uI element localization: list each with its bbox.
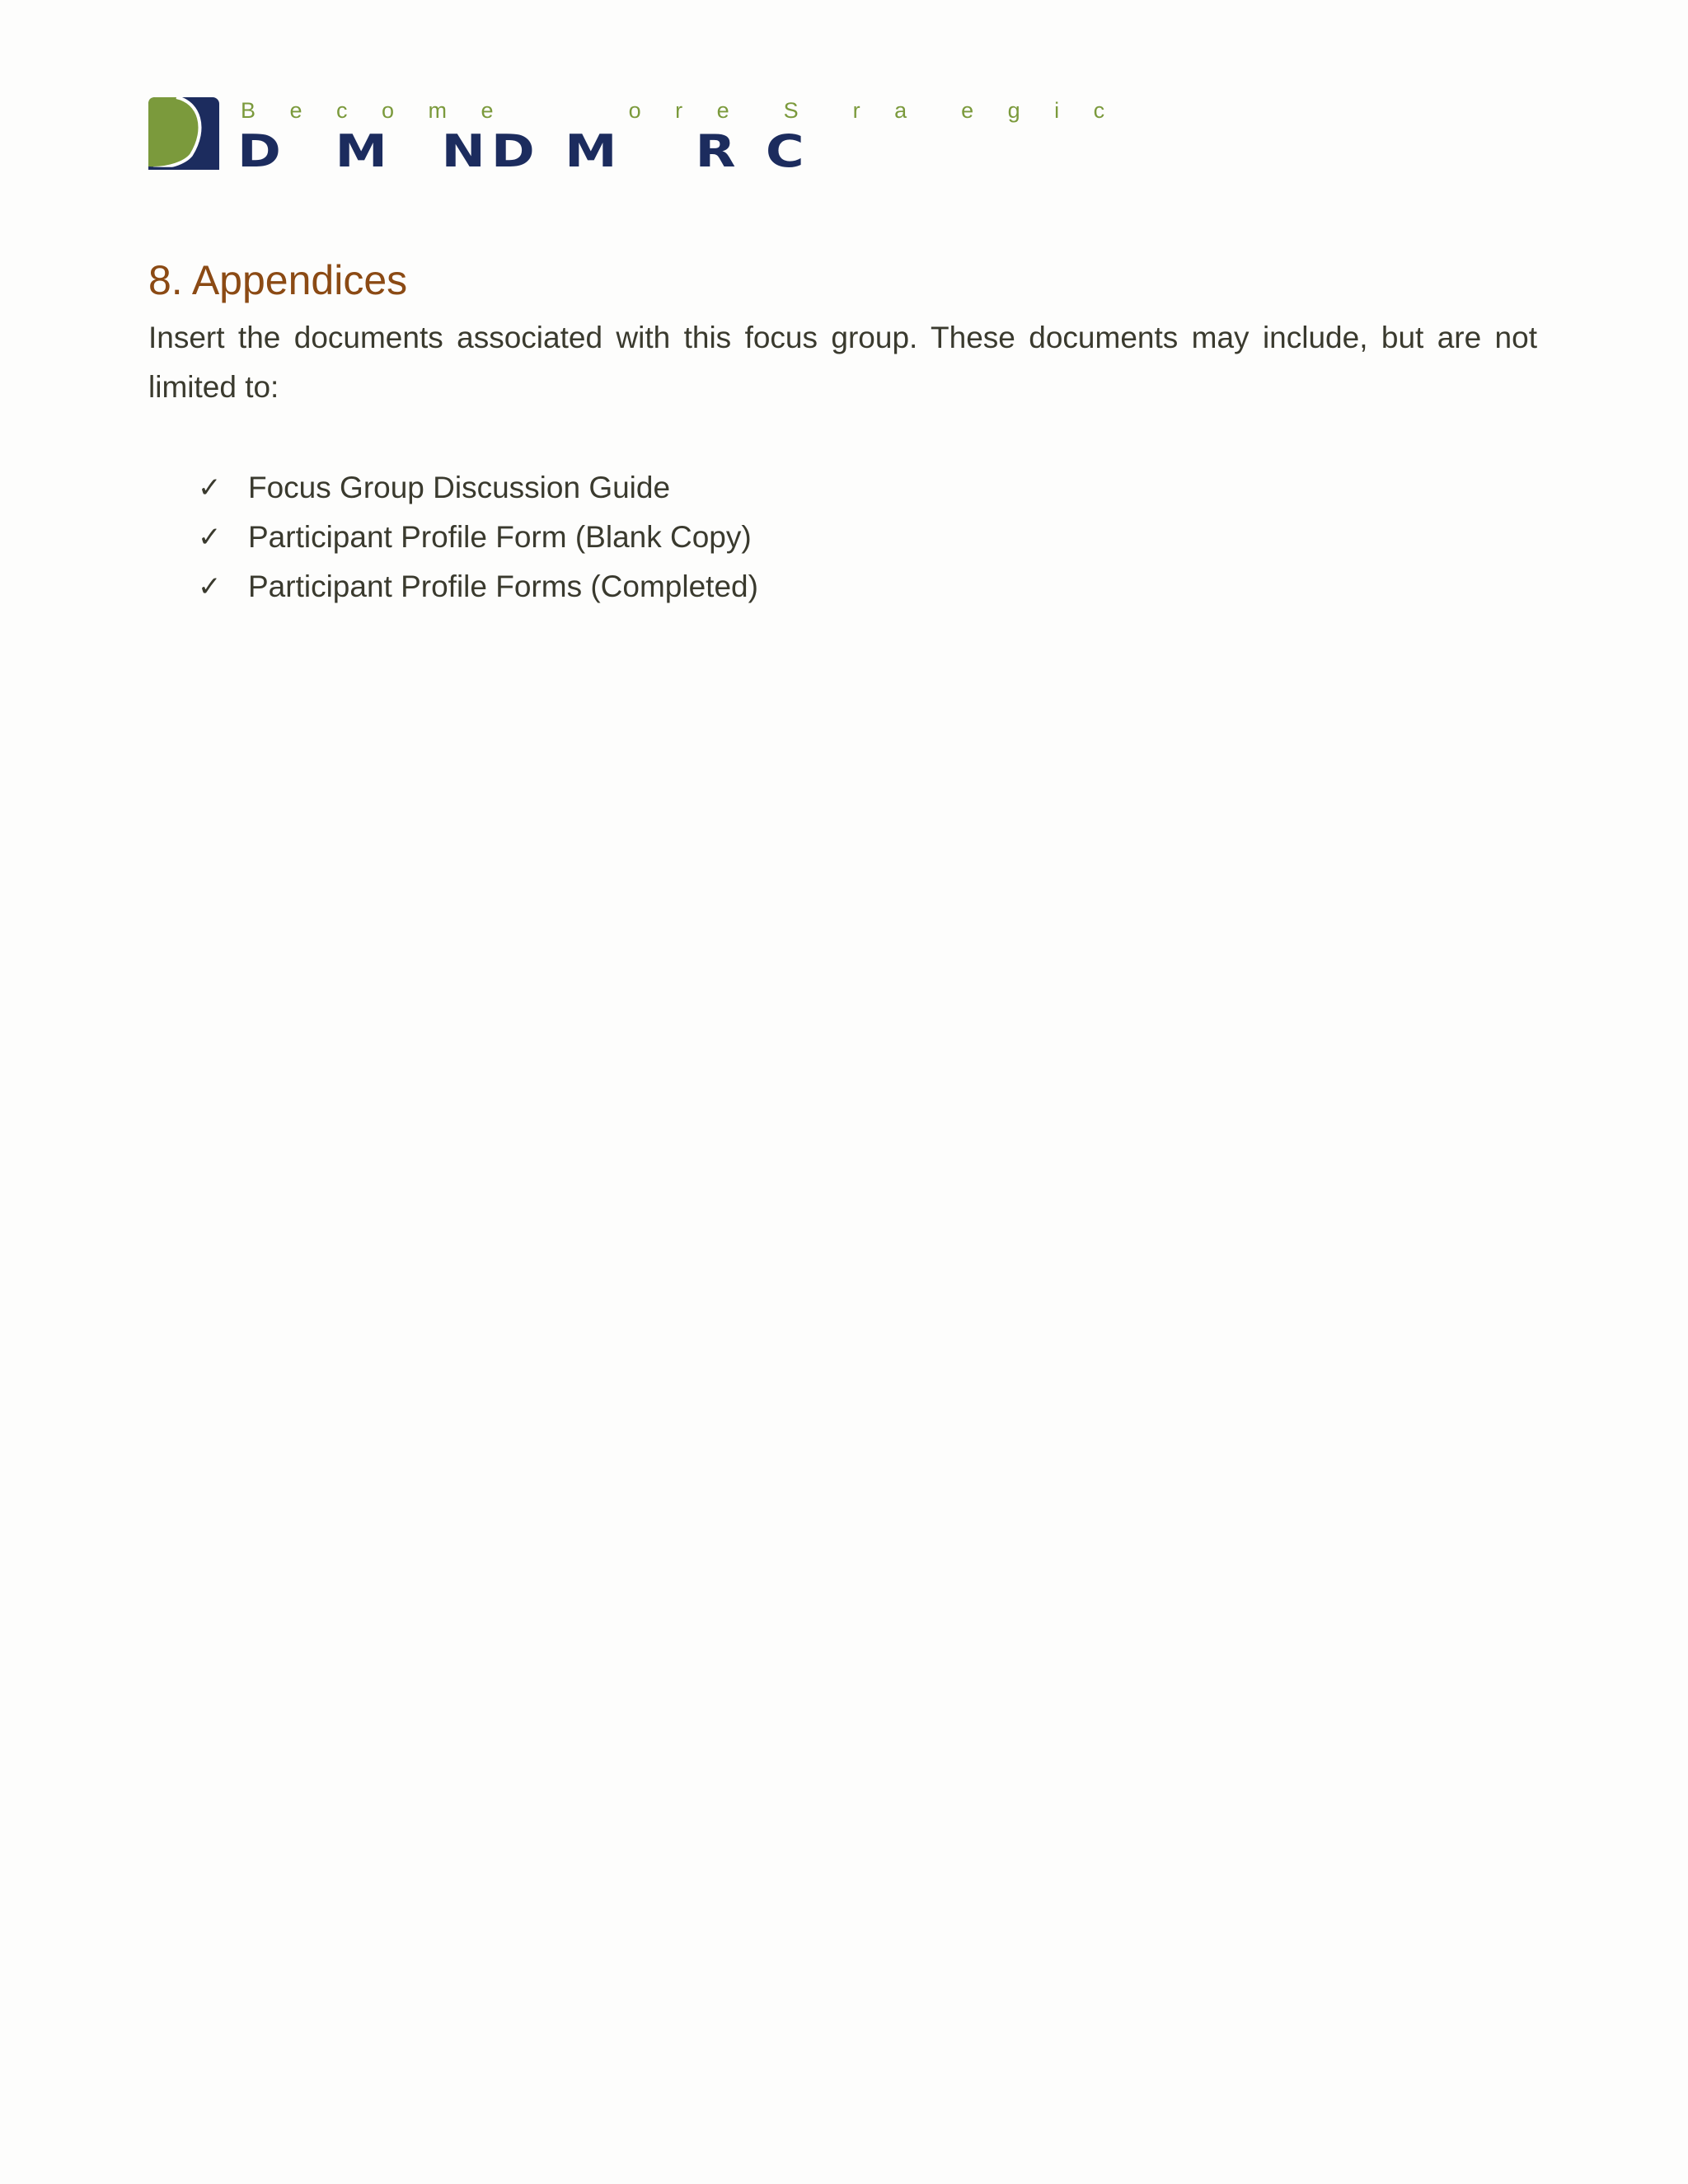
list-item-label: Focus Group Discussion Guide: [248, 471, 671, 504]
list-item-label: Participant Profile Form (Blank Copy): [248, 520, 752, 554]
section-heading: 8. Appendices: [148, 257, 408, 303]
section-intro: Insert the documents associated with this focus group. These documents may include, but are not limited to:: [148, 321, 1537, 404]
check-icon: ✓: [198, 521, 222, 554]
check-icon: ✓: [198, 570, 222, 603]
logo-mark-icon: [148, 97, 219, 170]
company-logo: [148, 97, 1119, 180]
logo-brand-name: D M ND M R C: [237, 125, 810, 177]
list-item-label: Participant Profile Forms (Completed): [248, 569, 758, 603]
check-icon: ✓: [198, 471, 222, 504]
logo-tagline: B e c o m e o r e S r a e g i c: [241, 98, 1119, 123]
